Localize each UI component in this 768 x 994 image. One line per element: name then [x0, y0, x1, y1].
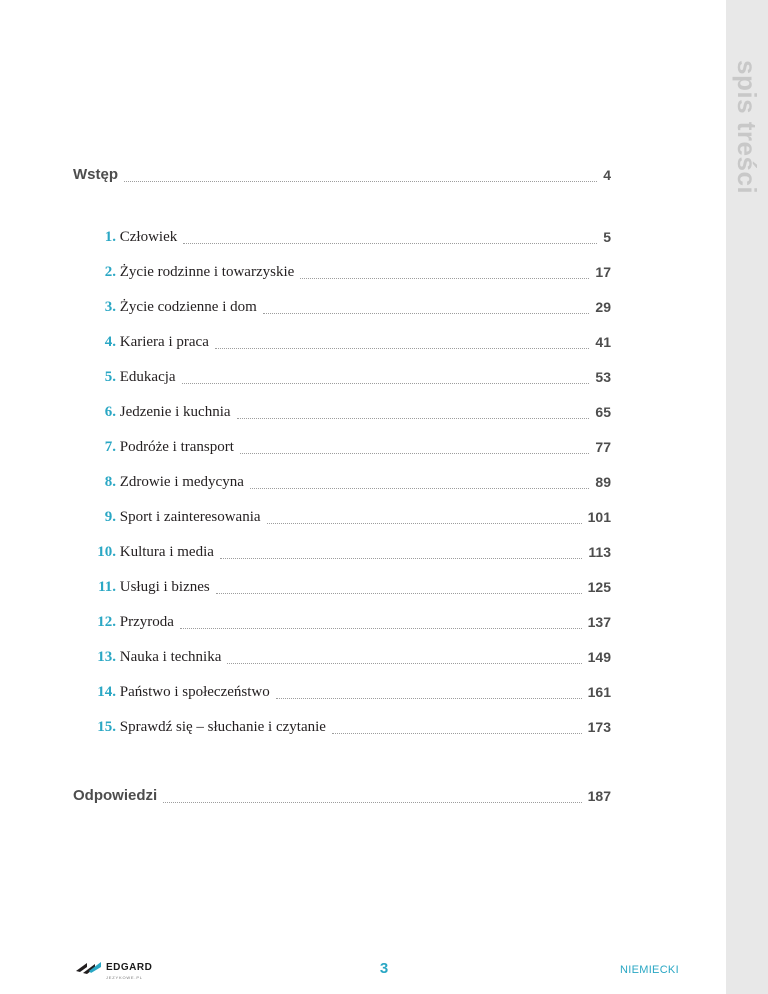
- side-title: spis treści: [732, 60, 762, 195]
- page-ref: 113: [588, 544, 611, 560]
- page-ref: 173: [587, 719, 611, 735]
- chapter-number: 3.: [104, 299, 116, 315]
- dot-leader: [183, 242, 597, 244]
- chapter-label: [73, 683, 270, 701]
- chapter-number: 9.: [104, 509, 116, 525]
- logo-subtext: JEZYKOWE.PL: [106, 974, 143, 980]
- chapter-title: Nauka i technika: [119, 649, 222, 665]
- page-ref: 4: [603, 167, 611, 183]
- section-label: Odpowiedzi: [73, 787, 158, 804]
- chapter-title: Podróże i transport: [119, 439, 234, 455]
- page-ref: 161: [587, 684, 611, 700]
- dot-leader: [220, 557, 583, 559]
- chapter-title: Edukacja: [119, 369, 176, 385]
- page-number: 3: [379, 960, 389, 977]
- chapter-label: [73, 578, 210, 596]
- publisher-logo: [75, 958, 165, 978]
- chapter-number: 2.: [104, 264, 116, 280]
- chapter-number: 14.: [97, 684, 116, 700]
- dot-leader: [237, 417, 590, 419]
- chapter-title: Jedzenie i kuchnia: [119, 404, 231, 420]
- chapter-label: [73, 473, 244, 491]
- chapter-title: Zdrowie i medycyna: [119, 474, 244, 490]
- page-ref: 53: [595, 369, 611, 385]
- chapter-title: Kultura i media: [119, 544, 214, 560]
- chapter-title: Państwo i społeczeństwo: [119, 684, 270, 700]
- chapter-label: [73, 508, 261, 526]
- page-ref: 187: [587, 788, 611, 804]
- toc-chapter-14[interactable]: [73, 683, 611, 701]
- chapter-title: Sprawdź się – słuchanie i czytanie: [119, 719, 326, 735]
- chapter-label: [73, 403, 231, 421]
- chapter-number: 11.: [98, 579, 116, 595]
- chapter-title: Kariera i praca: [119, 334, 209, 350]
- page-ref: 137: [587, 614, 611, 630]
- toc-chapter-7[interactable]: [73, 438, 611, 456]
- toc-chapter-1[interactable]: [73, 228, 611, 246]
- toc-chapter-5[interactable]: [73, 368, 611, 386]
- chapter-label: [73, 298, 257, 316]
- toc-chapter-2[interactable]: [73, 263, 611, 281]
- page-ref: 41: [595, 334, 611, 350]
- chapter-number: 12.: [97, 614, 116, 630]
- chapter-number: 8.: [104, 474, 116, 490]
- dot-leader: [163, 801, 581, 803]
- chapter-label: [73, 228, 177, 246]
- chapter-number: 10.: [97, 544, 116, 560]
- chapter-number: 4.: [104, 334, 116, 350]
- page-ref: 101: [587, 509, 611, 525]
- chapter-title: Człowiek: [119, 229, 178, 245]
- dot-leader: [276, 697, 582, 699]
- page-ref: 5: [603, 229, 611, 245]
- dot-leader: [267, 522, 582, 524]
- chapter-title: Życie codzienne i dom: [119, 299, 257, 315]
- chapter-number: 13.: [97, 649, 116, 665]
- chapter-title: Usługi i biznes: [119, 579, 210, 595]
- chapter-label: [73, 613, 174, 631]
- chapter-label: [73, 718, 326, 736]
- dot-leader: [263, 312, 590, 314]
- dot-leader: [332, 732, 582, 734]
- dot-leader: [216, 592, 582, 594]
- chapter-title: Przyroda: [119, 614, 174, 630]
- chapter-label: [73, 648, 221, 666]
- logo-wing-icon: [75, 959, 103, 977]
- chapter-label: [73, 543, 214, 561]
- toc-chapter-8[interactable]: [73, 473, 611, 491]
- chapter-label: [73, 333, 209, 351]
- chapter-label: [73, 368, 176, 386]
- toc-chapter-13[interactable]: [73, 648, 611, 666]
- chapter-number: 6.: [104, 404, 116, 420]
- page-ref: 65: [595, 404, 611, 420]
- logo-text: EDGARD: [106, 961, 153, 973]
- dot-leader: [215, 347, 590, 349]
- page-ref: 17: [595, 264, 611, 280]
- dot-leader: [300, 277, 589, 279]
- toc-chapter-4[interactable]: [73, 333, 611, 351]
- section-label: Wstęp: [73, 166, 118, 183]
- chapter-number: 7.: [104, 439, 116, 455]
- chapter-number: 1.: [104, 229, 116, 245]
- toc-chapter-9[interactable]: [73, 508, 611, 526]
- page-ref: 89: [595, 474, 611, 490]
- dot-leader: [124, 180, 597, 182]
- page-ref: 77: [595, 439, 611, 455]
- chapter-label: [73, 263, 294, 281]
- page-ref: 29: [595, 299, 611, 315]
- toc-chapter-3[interactable]: [73, 298, 611, 316]
- chapter-number: 5.: [104, 369, 116, 385]
- chapter-label: [73, 438, 234, 456]
- toc-chapter-6[interactable]: [73, 403, 611, 421]
- chapter-number: 15.: [97, 719, 116, 735]
- dot-leader: [182, 382, 590, 384]
- page-ref: 149: [587, 649, 611, 665]
- toc-chapter-10[interactable]: [73, 543, 611, 561]
- dot-leader: [180, 627, 582, 629]
- dot-leader: [240, 452, 590, 454]
- page-ref: 125: [587, 579, 611, 595]
- toc-chapter-12[interactable]: [73, 613, 611, 631]
- toc-chapter-15[interactable]: [73, 718, 611, 736]
- chapter-title: Sport i zainteresowania: [119, 509, 261, 525]
- chapter-title: Życie rodzinne i towarzyskie: [119, 264, 295, 280]
- language-label: NIEMIECKI: [620, 964, 679, 976]
- toc-chapter-11[interactable]: [73, 578, 611, 596]
- toc-section-intro[interactable]: [73, 166, 611, 184]
- dot-leader: [250, 487, 590, 489]
- dot-leader: [227, 662, 581, 664]
- toc-section-answers[interactable]: [73, 787, 611, 805]
